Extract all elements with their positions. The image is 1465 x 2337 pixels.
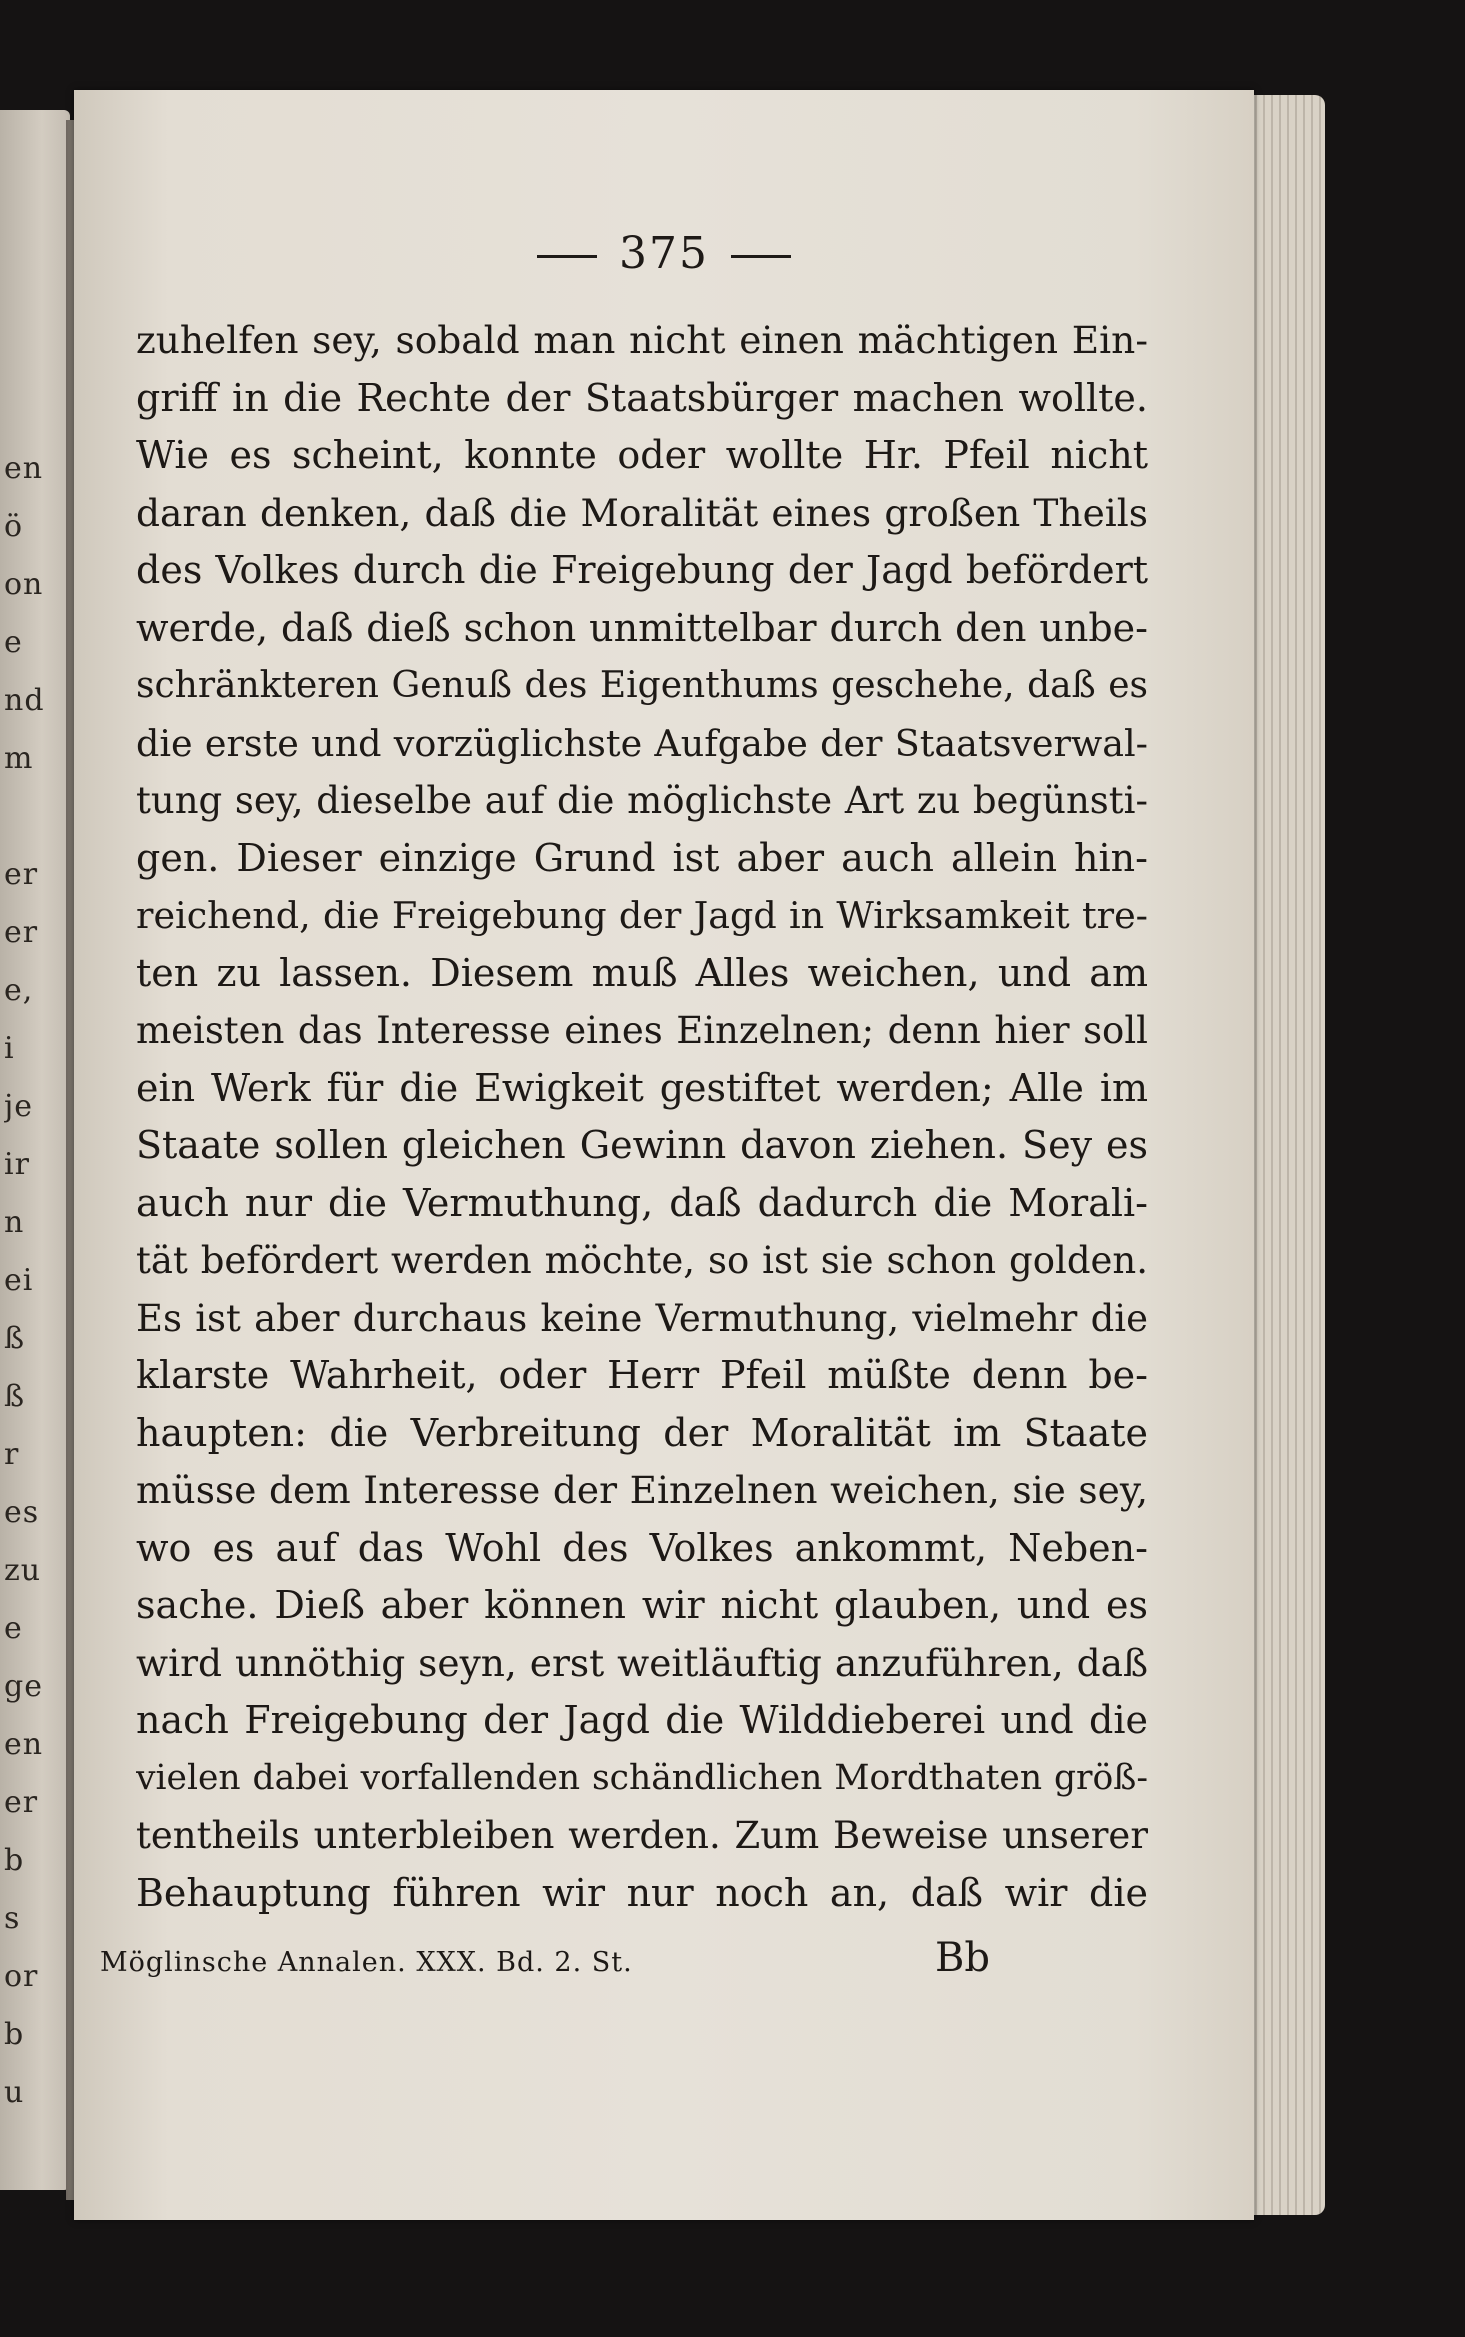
left-page-fragment: s xyxy=(4,1901,21,1936)
header-dash-right xyxy=(731,255,791,258)
footer-signature: Möglinsche Annalen. XXX. Bd. 2. St. xyxy=(100,1947,633,1978)
text-line: die erste und vorzüglichste Aufgabe der Staatsverwal- xyxy=(136,721,1148,765)
text-line: vielen dabei vorfallenden schändlichen Mordthaten größ- xyxy=(136,1757,1148,1798)
left-page-fragment: on xyxy=(4,567,44,602)
left-page-fragment: en xyxy=(4,451,44,486)
text-line: tung sey, dieselbe auf die möglichste Art zu begünsti- xyxy=(136,779,1148,822)
text-line: daran denken, daß die Moralität eines großen Theils xyxy=(136,490,1148,535)
left-page-fragment: es xyxy=(4,1495,40,1530)
left-page-fragment: b xyxy=(4,1843,25,1878)
left-page-fragment: e, xyxy=(4,973,34,1008)
left-page-fragment: n xyxy=(4,1205,25,1240)
text-line: tentheils unterbleiben werden. Zum Beweise unserer xyxy=(136,1814,1148,1857)
body-text xyxy=(136,312,1148,1922)
text-line: Es ist aber durchaus keine Vermuthung, vielmehr die xyxy=(136,1296,1148,1340)
left-page-fragment: e xyxy=(4,625,23,660)
page-header xyxy=(74,228,1254,279)
left-page-fragment: nd xyxy=(4,683,45,718)
left-page-fragment: m xyxy=(4,741,34,776)
text-line: ten zu lassen. Diesem muß Alles weichen, und am xyxy=(136,950,1148,995)
text-line: Behauptung führen wir nur noch an, daß wir die xyxy=(136,1870,1148,1915)
left-page-fragment: i xyxy=(4,1031,15,1066)
left-page-fragment: en xyxy=(4,1727,44,1762)
page-number: 375 xyxy=(619,228,709,279)
left-page-fragment: er xyxy=(4,857,39,892)
text-line: auch nur die Vermuthung, daß dadurch die Morali- xyxy=(136,1180,1148,1225)
text-line: wo es auf das Wohl des Volkes ankommt, Neben- xyxy=(136,1525,1148,1570)
left-page-fragment: b xyxy=(4,2017,25,2052)
left-page-fragment: u xyxy=(4,2075,25,2110)
text-line: klarste Wahrheit, oder Herr Pfeil müßte denn be- xyxy=(136,1353,1148,1397)
text-line: werde, daß dieß schon unmittelbar durch den unbe- xyxy=(136,605,1148,650)
left-page-fragment: zu xyxy=(4,1553,42,1588)
left-page-fragment: ö xyxy=(4,509,24,544)
text-line: des Volkes durch die Freigebung der Jagd befördert xyxy=(136,548,1148,592)
left-page-fragment: je xyxy=(4,1089,34,1124)
text-line: müsse dem Interesse der Einzelnen weichen, sie sey, xyxy=(136,1468,1148,1512)
left-page-fragment: ß xyxy=(4,1379,26,1414)
text-line: gen. Dieser einzige Grund ist aber auch allein hin- xyxy=(136,835,1148,880)
left-page-fragment: ge xyxy=(4,1669,43,1704)
left-page-text-fragments xyxy=(4,440,64,2122)
book-page xyxy=(74,90,1254,2220)
text-line: wird unnöthig seyn, erst weitläuftig anzuführen, daß xyxy=(136,1640,1148,1685)
text-line: ein Werk für die Ewigkeit gestiftet werden; Alle im xyxy=(136,1065,1148,1110)
left-page-fragment: or xyxy=(4,1959,39,1994)
text-line: Staate sollen gleichen Gewinn davon ziehen. Sey es xyxy=(136,1123,1148,1167)
sheet-signature: Bb xyxy=(935,1935,990,1981)
header-dash-left xyxy=(537,255,597,258)
left-page-fragment: ß xyxy=(4,1321,26,1356)
text-line: nach Freigebung der Jagd die Wilddieberei und die xyxy=(136,1698,1148,1742)
text-line: schränkteren Genuß des Eigenthums geschehe, daß es xyxy=(136,665,1148,706)
page-footer xyxy=(100,1935,1080,1995)
text-line: griff in die Rechte der Staatsbürger machen wollte. xyxy=(136,375,1148,420)
left-page-fragment: er xyxy=(4,915,39,950)
left-page-fragment: e xyxy=(4,1611,23,1646)
left-page-fragment: er xyxy=(4,1785,39,1820)
text-line: reichend, die Freigebung der Jagd in Wirksamkeit tre- xyxy=(136,894,1148,937)
text-line: zuhelfen sey, sobald man nicht einen mächtigen Ein- xyxy=(136,318,1148,362)
left-page-fragment: r xyxy=(4,1437,20,1472)
left-page-fragment xyxy=(4,788,64,846)
left-page-fragment: ei xyxy=(4,1263,34,1298)
text-line: meisten das Interesse eines Einzelnen; denn hier soll xyxy=(136,1009,1148,1052)
text-line: Wie es scheint, konnte oder wollte Hr. Pfeil nicht xyxy=(136,433,1148,477)
text-line: sache. Dieß aber können wir nicht glauben, und es xyxy=(136,1583,1148,1627)
left-facing-page xyxy=(0,110,70,2190)
text-line: haupten: die Verbreitung der Moralität im Staate xyxy=(136,1410,1148,1455)
left-page-fragment: ir xyxy=(4,1147,30,1182)
text-line: tät befördert werden möchte, so ist sie schon golden. xyxy=(136,1239,1148,1282)
